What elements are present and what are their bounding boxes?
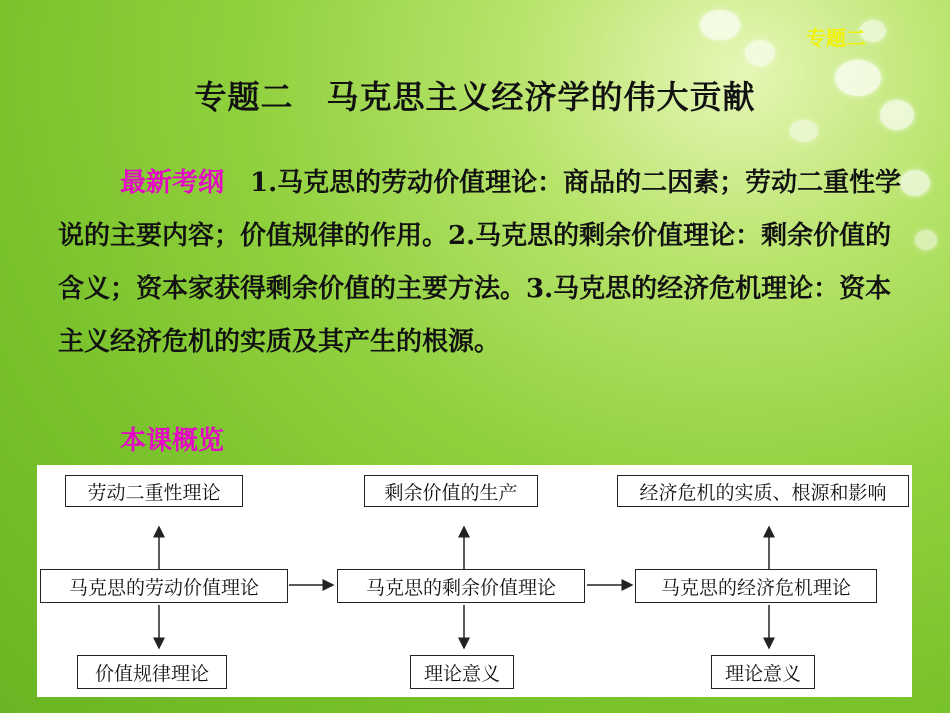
box-crisis-theory: 马克思的经济危机理论 xyxy=(635,569,877,603)
box-surplus-value-theory: 马克思的剩余价值理论 xyxy=(337,569,585,603)
concept-diagram xyxy=(37,465,912,697)
outline-paragraph xyxy=(58,157,904,369)
box-significance-1: 理论意义 xyxy=(410,655,514,689)
box-labor-duality: 劳动二重性理论 xyxy=(65,475,243,507)
overview-label: 本课概览 xyxy=(120,426,225,456)
box-crisis-essence: 经济危机的实质、根源和影响 xyxy=(617,475,909,507)
outline-label: 最新考纲 xyxy=(120,168,225,198)
outline-text: 1.马克思的劳动价值理论：商品的二因素；劳动二重性学说的主要内容；价值规律的作用。2.马克思的剩余价值理论：剩余价值的含义；资本家获得剩余价值的主要方法。3.马克思的经济危机理论：资本主义经济危机的实质及其产生的根源。 xyxy=(58,168,902,357)
box-value-law: 价值规律理论 xyxy=(77,655,227,689)
page-title: 专题二 马克思主义经济学的伟大贡献 xyxy=(194,78,756,116)
box-labor-value-theory: 马克思的劳动价值理论 xyxy=(40,569,288,603)
box-significance-2: 理论意义 xyxy=(711,655,815,689)
section-tag: 专题二 xyxy=(806,26,866,50)
box-surplus-production: 剩余价值的生产 xyxy=(364,475,538,507)
